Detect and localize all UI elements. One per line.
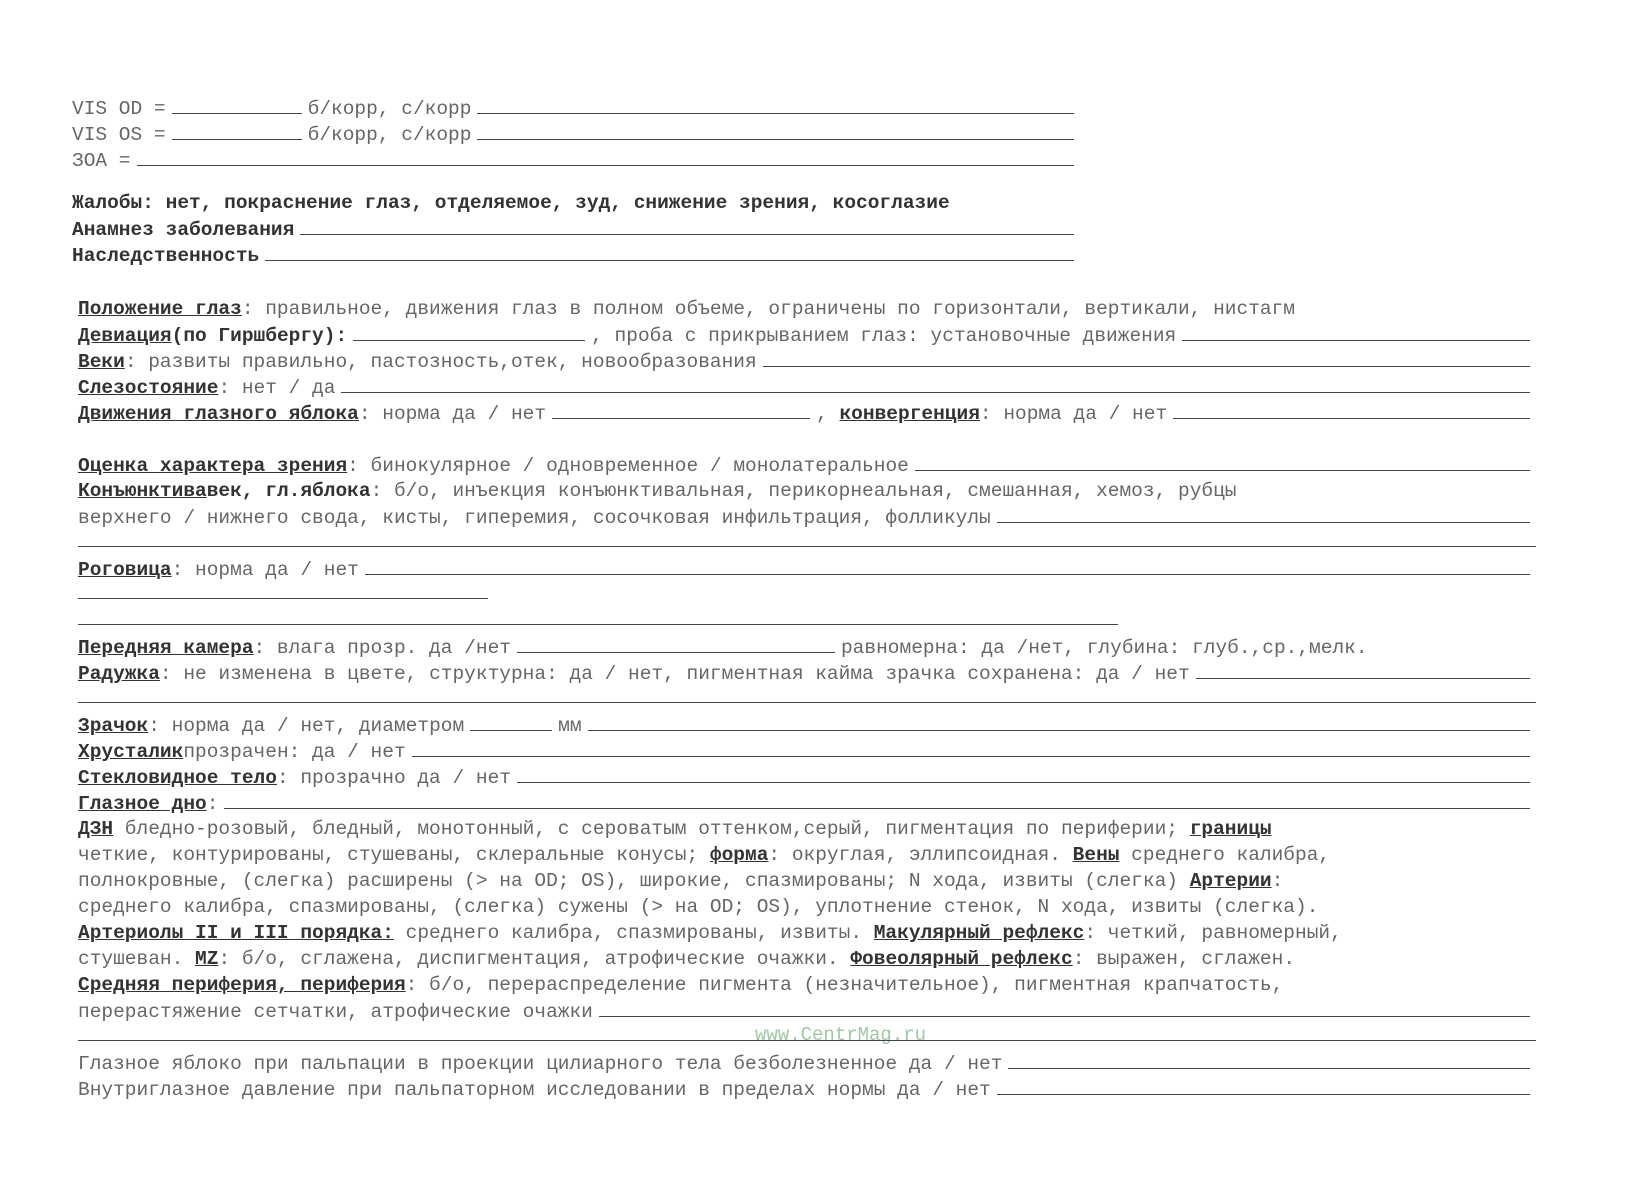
macular-reflex-label: Макулярный рефлекс xyxy=(873,922,1085,944)
anterior-chamber-text: : влага прозр. да /нет xyxy=(253,637,511,659)
fundus-text-5b: среднего калибра, спазмированы, извиты. xyxy=(393,922,874,944)
pressure-row xyxy=(78,1076,1536,1102)
eye-position-row xyxy=(78,296,1295,322)
deviation-label2: (по Гиршбергу): xyxy=(171,325,348,347)
convergence-text: : норма да / нет xyxy=(979,403,1168,425)
heredity-field[interactable] xyxy=(265,242,1074,261)
fundus-text-2e: среднего калибра, xyxy=(1119,844,1331,866)
vis-od-label: VIS OD = xyxy=(72,98,166,120)
pupil-row xyxy=(78,712,1536,738)
heredity-label: Наследственность xyxy=(72,245,260,267)
iris-field[interactable] xyxy=(1196,660,1530,679)
iris-extra-line[interactable] xyxy=(78,702,1536,703)
fundus-line-6 xyxy=(78,946,1295,972)
pressure-text: Внутриглазное давление при пальпаторном исследовании в пределах нормы да / нет xyxy=(78,1079,991,1101)
vision-character-field[interactable] xyxy=(915,452,1530,471)
fundus-line-3 xyxy=(78,868,1283,894)
lens-label: Хрусталик xyxy=(78,741,184,763)
conjunctiva-text: : б/о, инъекция конъюнктивальная, перикорнеальная, смешанная, хемоз, рубцы xyxy=(370,480,1237,502)
conjunctiva-row xyxy=(78,478,1237,504)
vitreous-label: Стекловидное тело xyxy=(78,767,277,789)
fundus-text-2c: : округлая, эллипсоидная. xyxy=(768,844,1073,866)
fundus-line-4 xyxy=(78,894,1318,920)
lens-row xyxy=(78,738,1536,764)
fundus-extra-line[interactable] xyxy=(78,1040,1536,1041)
movements-row: Движения глазного яблока : норма да / нет , конвергенция : норма да / нет xyxy=(78,400,1536,426)
vis-os-row xyxy=(72,121,1080,147)
conjunctiva-row-2 xyxy=(78,504,1536,530)
pupil-text: : норма да / нет, диаметром xyxy=(148,715,465,737)
mz-label: MZ xyxy=(195,948,219,970)
fundus-text: : xyxy=(206,793,219,815)
fundus-text-8: перерастяжение сетчатки, атрофические очажки xyxy=(78,1001,593,1023)
fundus-text-4: среднего калибра, спазмированы, (слегка) сужены (> на OD; OS), уплотнение стенок, N хода, извиты (слегка). xyxy=(78,896,1319,918)
complaints-label: Жалобы: нет, покраснение глаз, отделяемое, зуд, снижение зрения, косоглазие xyxy=(72,192,950,214)
lens-text: прозрачен: да / нет xyxy=(183,741,406,763)
vision-character-row xyxy=(78,452,1536,478)
periphery-field[interactable] xyxy=(599,998,1530,1017)
anterior-chamber-row xyxy=(78,634,1536,660)
eyelids-label: Веки xyxy=(78,351,125,373)
lens-field[interactable] xyxy=(412,738,1530,757)
soa-row xyxy=(72,147,1080,173)
movements-field[interactable] xyxy=(552,400,810,419)
pressure-field[interactable] xyxy=(997,1076,1530,1095)
eye-position-text: : правильное, движения глаз в полном объеме, ограничены по горизонтали, вертикали, нистагм xyxy=(241,298,1295,320)
tearing-field[interactable] xyxy=(341,374,1530,393)
vis-od-corr: б/корр, с/корр xyxy=(307,98,472,120)
tearing-label: Слезостояние xyxy=(78,377,219,399)
conjunctiva-field[interactable] xyxy=(997,504,1530,523)
fundus-line-2 xyxy=(78,842,1330,868)
veins-label: Вены xyxy=(1072,844,1120,866)
fundus-label: Глазное дно xyxy=(78,793,207,815)
fundus-line-1 xyxy=(78,816,1272,842)
deviation-row xyxy=(78,322,1536,348)
movements-label: Движения глазного яблока xyxy=(78,403,359,425)
eyelids-row xyxy=(78,348,1536,374)
vis-os-corr: б/корр, с/корр xyxy=(307,124,472,146)
shape-label: форма xyxy=(709,844,769,866)
palpation-field[interactable] xyxy=(1008,1050,1530,1069)
cornea-field[interactable] xyxy=(365,556,1530,575)
eye-position-label: Положение глаз xyxy=(78,298,242,320)
conjunctiva-text2: верхнего / нижнего свода, кисты, гиперемия, сосочковая инфильтрация, фолликулы xyxy=(78,507,991,529)
fundus-text-6c: : б/о, сглажена, диспигментация, атрофические очажки. xyxy=(218,948,851,970)
soa-label: ЗОА = xyxy=(72,150,131,172)
pupil-diameter-field[interactable] xyxy=(470,712,552,731)
anterior-chamber-label: Передняя камера xyxy=(78,637,254,659)
vis-os-corr-field[interactable] xyxy=(477,121,1074,140)
dzn-label: ДЗН xyxy=(78,818,114,840)
deviation-label: Девиация xyxy=(78,325,172,347)
iris-row xyxy=(78,660,1536,686)
palpation-text: Глазное яблоко при пальпации в проекции цилиарного тела безболезненное да / нет xyxy=(78,1053,1003,1075)
anamnesis-field[interactable] xyxy=(300,216,1074,235)
soa-field[interactable] xyxy=(137,147,1074,166)
anterior-chamber-text2: равномерна: да /нет, глубина: глуб.,ср.,мелк. xyxy=(840,637,1368,659)
watermark: www.CentrMag.ru xyxy=(755,1024,927,1046)
fundus-text-3c: : xyxy=(1271,870,1284,892)
anamnesis-label: Анамнез заболевания xyxy=(72,219,295,241)
anamnesis-row xyxy=(72,216,1080,242)
anterior-chamber-field[interactable] xyxy=(517,634,835,653)
conjunctiva-label2: век, гл.яблока xyxy=(206,480,371,502)
vision-character-label: Оценка характера зрения xyxy=(78,455,348,477)
palpation-row xyxy=(78,1050,1536,1076)
borders-label: границы xyxy=(1189,818,1272,840)
complaints-row xyxy=(72,190,950,216)
fundus-text-3a: полнокровные, (слегка) расширены (> на OD; OS), широкие, спазмированы; N хода, извиты (слегка) xyxy=(78,870,1190,892)
fundus-text-5d: : четкий, равномерный, xyxy=(1084,922,1342,944)
vis-os-label: VIS OS = xyxy=(72,124,166,146)
tearing-row xyxy=(78,374,1536,400)
pupil-field[interactable] xyxy=(588,712,1530,731)
tearing-text: : нет / да xyxy=(218,377,336,399)
foveolar-reflex-label: Фовеолярный рефлекс xyxy=(850,948,1073,970)
cornea-row xyxy=(78,556,1536,582)
fundus-text-6e: : выражен, сглажен. xyxy=(1072,948,1296,970)
vis-od-row xyxy=(72,95,1080,121)
movements-text: : норма да / нет xyxy=(358,403,547,425)
cornea-label: Роговица xyxy=(78,559,172,581)
vitreous-field[interactable] xyxy=(517,764,1530,783)
convergence-label: конвергенция xyxy=(839,403,980,425)
deviation-field[interactable] xyxy=(353,322,585,341)
vitreous-text: : прозрачно да / нет xyxy=(276,767,511,789)
arterioles-label: Артериолы II и III порядка: xyxy=(78,922,394,944)
fundus-line-5 xyxy=(78,920,1342,946)
fundus-line-8 xyxy=(78,998,1536,1024)
cornea-extra-line-2[interactable] xyxy=(78,624,1118,625)
pupil-unit: мм xyxy=(558,715,582,737)
fundus-text-2a: четкие, контурированы, стушеваны, склеральные конусы; xyxy=(78,844,710,866)
vitreous-row xyxy=(78,764,1536,790)
vis-os-field[interactable] xyxy=(172,121,302,140)
cornea-text: : норма да / нет xyxy=(171,559,359,581)
deviation-movements-field[interactable] xyxy=(1182,322,1530,341)
cornea-extra-line[interactable] xyxy=(78,598,488,599)
fundus-line-7 xyxy=(78,972,1283,998)
iris-label: Радужка xyxy=(78,663,160,685)
periphery-label: Средняя периферия, периферия xyxy=(78,974,406,996)
iris-text: : не изменена в цвете, структурна: да / нет, пигментная кайма зрачка сохранена: да / нет xyxy=(159,663,1190,685)
fundus-row xyxy=(78,790,1536,816)
vis-od-field[interactable] xyxy=(172,95,302,114)
conjunctiva-extra-line[interactable] xyxy=(78,546,1536,547)
vision-character-text: : бинокулярное / одновременное / монолатеральное xyxy=(347,455,909,477)
arteries-label: Артерии xyxy=(1189,870,1272,892)
fundus-text-6a: стушеван. xyxy=(78,948,196,970)
conjunctiva-label: Конъюнктива xyxy=(78,480,207,502)
vis-od-corr-field[interactable] xyxy=(477,95,1074,114)
fundus-text-7b: : б/о, перераспределение пигмента (незначительное), пигментная крапчатость, xyxy=(405,974,1284,996)
fundus-field[interactable] xyxy=(224,790,1530,809)
eyelids-field[interactable] xyxy=(763,348,1530,367)
convergence-field[interactable] xyxy=(1173,400,1530,419)
heredity-row xyxy=(72,242,1080,268)
pupil-label: Зрачок xyxy=(78,715,149,737)
eyelids-text: : развиты правильно, пастозность,отек, новообразования xyxy=(124,351,757,373)
fundus-text-1: бледно-розовый, бледный, монотонный, с сероватым оттенком,серый, пигментация по периферии; xyxy=(113,818,1190,840)
deviation-text: , проба с прикрыванием глаз: установочные движения xyxy=(591,325,1177,347)
